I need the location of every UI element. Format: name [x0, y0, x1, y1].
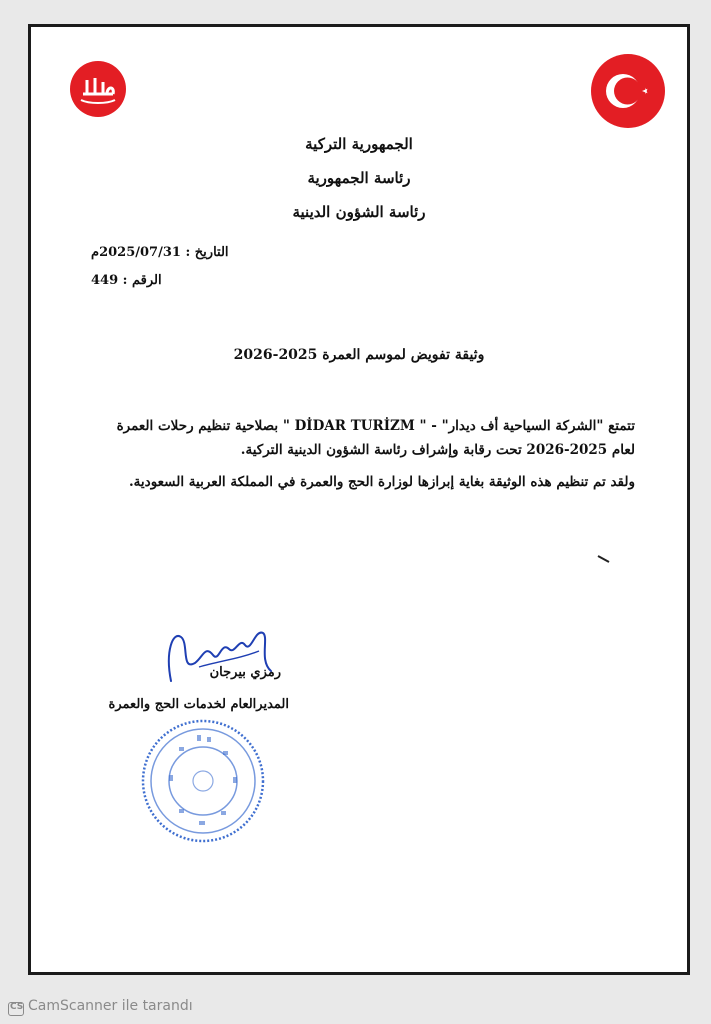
number-value: 449	[91, 273, 119, 288]
body-paragraph-1: تتمتع "الشركة السياحية أف ديدار" - " DİDAR TURİZM " بصلاحية تنظيم رحلات العمرة لعام 2025-2026 تحت رقابة وإشراف رئاسة الشؤون الدينية التركية.	[116, 418, 635, 458]
document-title: وثيقة تفويض لموسم العمرة 2025-2026	[233, 347, 485, 363]
turkish-flag-icon	[590, 53, 666, 129]
number-label: الرقم	[132, 273, 162, 288]
date-value: 2025/07/31م	[91, 245, 181, 260]
header-republic: الجمهورية التركية	[305, 135, 413, 153]
camscanner-icon: CS	[8, 1002, 24, 1016]
number-line: الرقم : 449	[91, 273, 162, 288]
header-religious-affairs: رئاسة الشؤون الدينية	[292, 203, 426, 221]
pen-mark	[597, 554, 611, 564]
signatory-title: المديرالعام لخدمات الحج والعمرة	[108, 697, 289, 712]
body-paragraph-2: ولقد تم تنظيم هذه الوثيقة بغاية إبرازها لوزارة الحج والعمرة في المملكة العربية السعودية.	[128, 474, 635, 490]
signatory-name: رمزي بيرجان	[209, 665, 281, 680]
diyanet-logo-icon	[69, 60, 127, 118]
official-seal-icon	[139, 717, 267, 845]
scanner-watermark-text: CamScanner ile tarandı	[28, 998, 193, 1014]
header-presidency: رئاسة الجمهورية	[307, 169, 411, 187]
date-label: التاريخ	[194, 245, 229, 260]
document-page	[28, 24, 690, 975]
date-line: التاريخ : 2025/07/31م	[91, 245, 229, 260]
